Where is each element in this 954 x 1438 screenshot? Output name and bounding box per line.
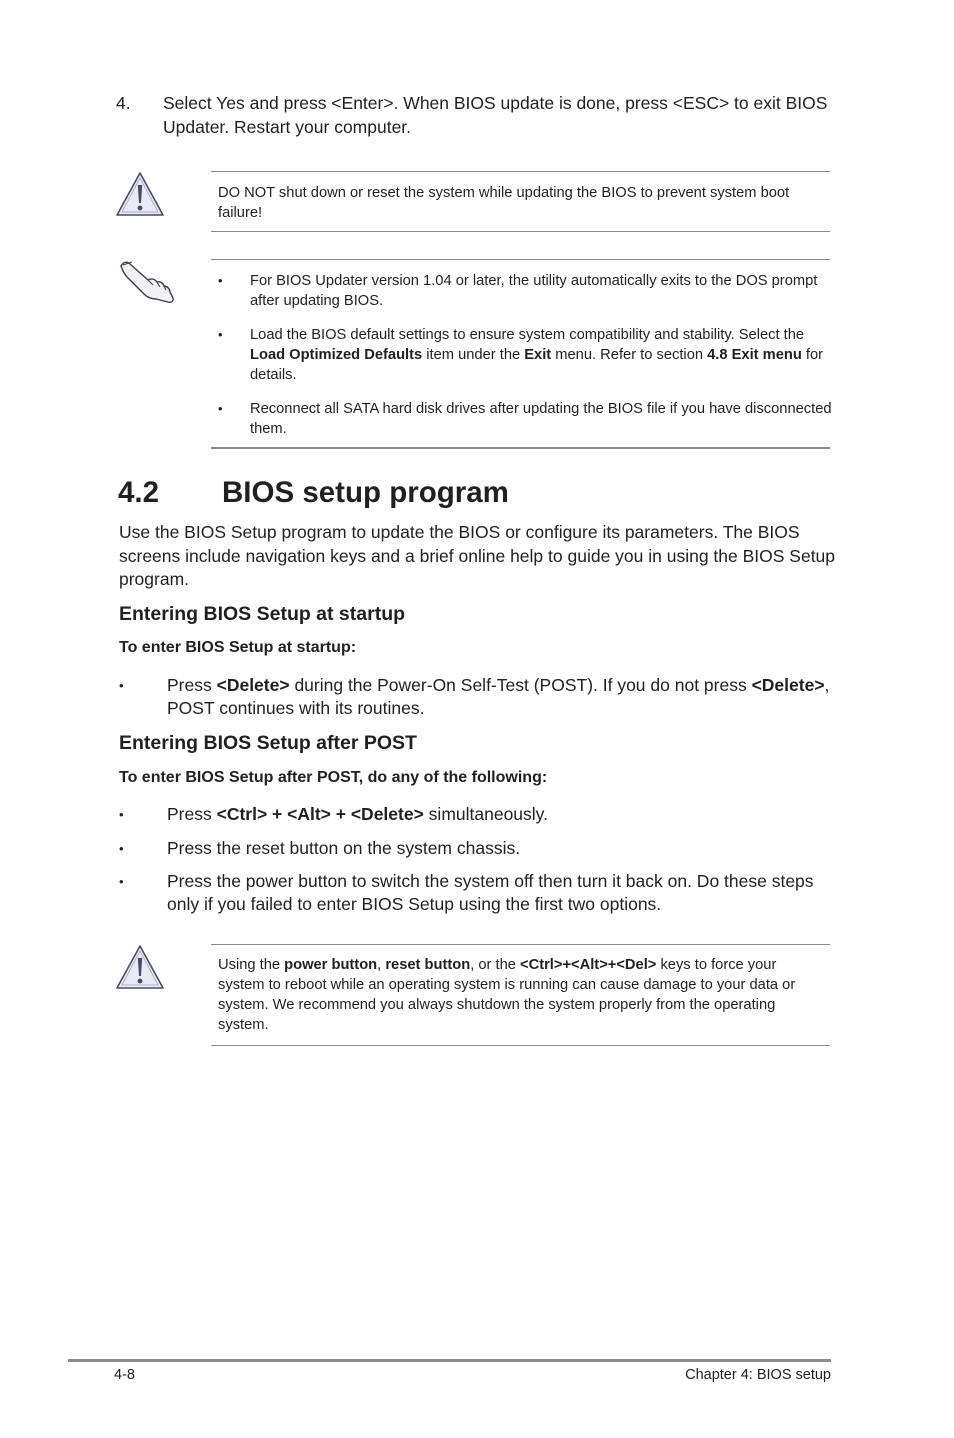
- chapter-label: Chapter 4: BIOS setup: [685, 1367, 831, 1383]
- bold-text: 4.8 Exit menu: [707, 347, 802, 363]
- step-text: Select Yes and press <Enter>. When BIOS update is done, press <ESC> to exit BIOS Updater. Restart your computer.: [163, 93, 828, 137]
- startup-item-text: [167, 674, 837, 720]
- warning-icon: [114, 943, 166, 991]
- bold-text: Exit: [524, 347, 552, 363]
- footer-rule: [68, 1359, 831, 1362]
- text-segment: simultaneously.: [423, 804, 548, 824]
- startup-subheading: To enter BIOS Setup at startup:: [119, 639, 357, 656]
- bullet: •: [119, 874, 124, 889]
- bold-text: <Delete>: [216, 675, 290, 695]
- step-number: 4.: [116, 93, 131, 113]
- text-segment: Press: [167, 804, 217, 824]
- text-segment: Press the reset button on the system chassis.: [167, 838, 521, 858]
- bold-text: <Ctrl> + <Alt> + <Delete>: [216, 804, 424, 824]
- text-segment: Load the BIOS default settings to ensure system compatibility and stability. Select the: [250, 327, 805, 343]
- text-segment: , POST continues with its routines.: [167, 675, 830, 718]
- section-number: 4.2: [118, 476, 160, 509]
- bold-text: Load Optimized Defaults: [250, 347, 423, 363]
- section-intro: Use the BIOS Setup program to update the BIOS or configure its parameters. The BIOS screens include navigation keys and a brief online help to guide you in using the BIOS Setup program.: [119, 522, 836, 589]
- text-segment: , or the: [470, 957, 521, 973]
- page-number: 4-8: [114, 1367, 135, 1383]
- note-bottom-rule: [211, 447, 830, 449]
- warning-text: [218, 955, 816, 1035]
- bold-text: <Ctrl>+<Alt>+<Del>: [520, 957, 657, 973]
- text-segment: ,: [377, 957, 386, 973]
- bullet: •: [119, 678, 124, 693]
- note-item-text: [250, 325, 835, 385]
- text-segment: keys to force your system to reboot while an operating system is running can cause damage to your data or system. We recommend you always shutdown the system properly from the operating system.: [218, 957, 796, 1033]
- text-segment: Using the: [218, 957, 285, 973]
- text-segment: for details.: [250, 347, 824, 383]
- afterpost-heading: Entering BIOS Setup after POST: [119, 732, 417, 754]
- note-top-rule: [211, 259, 830, 260]
- afterpost-item-text: [167, 837, 837, 860]
- startup-heading: Entering BIOS Setup at startup: [119, 603, 406, 625]
- bullet: •: [119, 807, 124, 822]
- text-segment: Press: [167, 675, 217, 695]
- bold-text: power button: [284, 957, 378, 973]
- bullet: •: [218, 401, 223, 416]
- pointing-hand-icon: [118, 258, 178, 304]
- afterpost-subheading: To enter BIOS Setup after POST, do any of the following:: [119, 769, 548, 786]
- text-segment: during the Power-On Self-Test (POST). If you do not press: [289, 675, 752, 695]
- bold-text: <Delete>: [751, 675, 825, 695]
- afterpost-item-text: [167, 803, 837, 826]
- bold-text: reset button: [385, 957, 471, 973]
- bullet: •: [218, 327, 223, 342]
- text-segment: menu. Refer to section: [551, 347, 708, 363]
- note-item-text: [250, 399, 835, 439]
- bullet: •: [218, 273, 223, 288]
- warning-text: DO NOT shut down or reset the system while updating the BIOS to prevent system boot failure!: [218, 185, 790, 221]
- warning-icon: [114, 170, 166, 218]
- section-title: BIOS setup program: [222, 476, 509, 509]
- text-segment: Reconnect all SATA hard disk drives after updating the BIOS file if you have disconnected them.: [250, 401, 832, 437]
- bullet: •: [119, 841, 124, 856]
- note-item-text: [250, 271, 835, 311]
- afterpost-item-text: [167, 870, 837, 916]
- text-segment: For BIOS Updater version 1.04 or later, the utility automatically exits to the DOS prompt after updating BIOS.: [250, 273, 818, 309]
- text-segment: Press the power button to switch the system off then turn it back on. Do these steps only if you failed to enter BIOS Setup using the first two options.: [167, 871, 814, 914]
- text-segment: item under the: [422, 347, 525, 363]
